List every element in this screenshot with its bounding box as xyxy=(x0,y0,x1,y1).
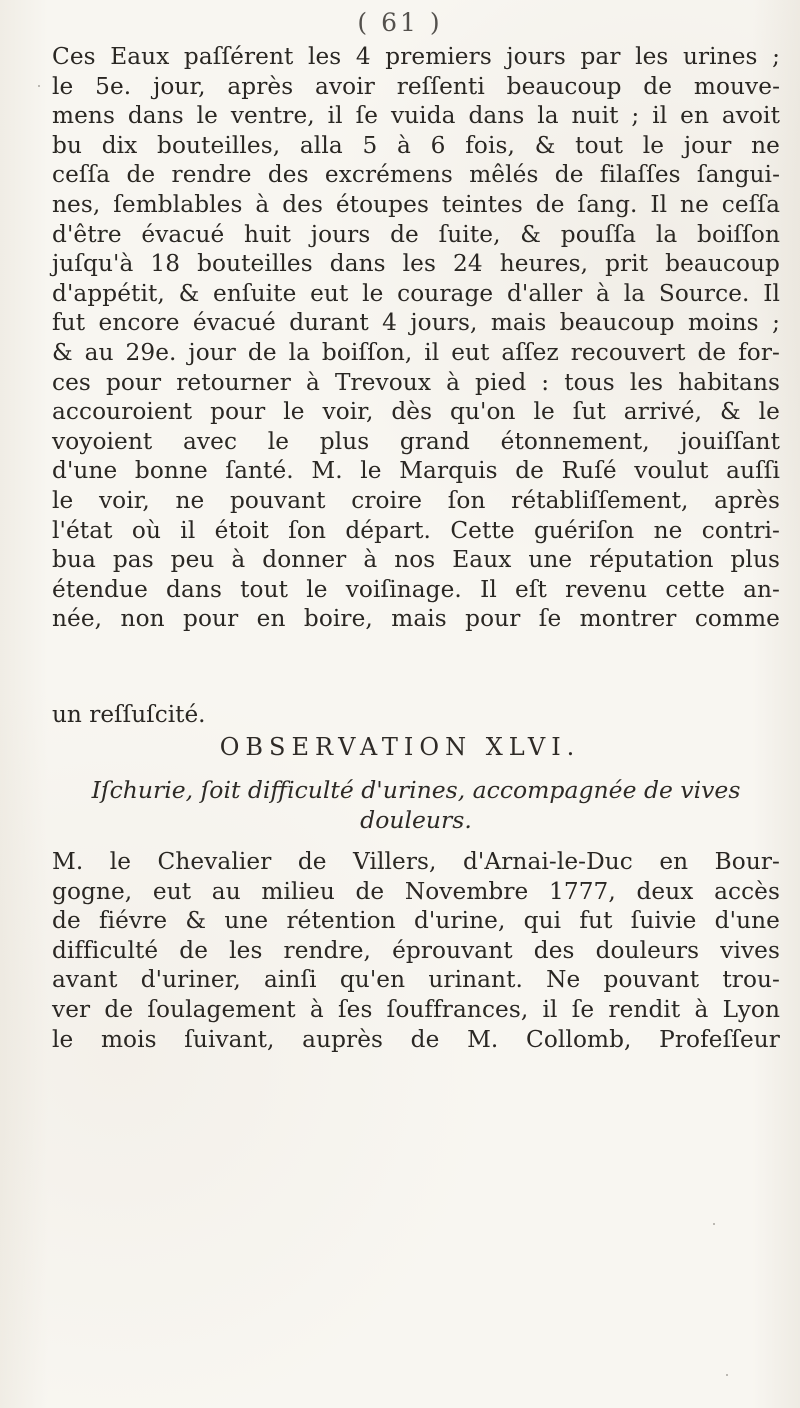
paragraph-line: d'appétit, & enſuite eut le courage d'aller à la Source. Il xyxy=(52,279,780,307)
paragraph-line: mens dans le ventre, il ſe vuida dans la nuit ; il en avoit xyxy=(52,102,780,130)
paragraph-line: gogne, eut au milieu de Novembre 1777, deux accès xyxy=(52,877,780,905)
paragraph-line: fut encore évacué durant 4 jours, mais beaucoup moins ; xyxy=(52,309,780,337)
paragraph-line: née, non pour en boire, mais pour ſe montrer comme xyxy=(52,605,780,633)
first-paragraph xyxy=(52,42,780,634)
paragraph-line: bu dix bouteilles, alla 5 à 6 fois, & tout le jour ne xyxy=(52,131,780,159)
paragraph-line: bua pas peu à donner à nos Eaux une réputation plus xyxy=(52,546,780,574)
paragraph-line: ces pour retourner à Trevoux à pied : tous les habitans xyxy=(52,368,780,396)
observation-heading: OBSERVATION XLVI. xyxy=(219,733,581,761)
paragraph-line: accouroient pour le voir, dès qu'on le ſut arrivé, & le xyxy=(52,398,780,426)
paragraph-line: d'être évacué huit jours de ſuite, & pouſſa la boiſſon xyxy=(52,220,780,248)
paragraph-line: avant d'uriner, ainſi qu'en urinant. Ne pouvant trou- xyxy=(52,966,780,994)
paragraph-line: le 5e. jour, après avoir reſſenti beaucoup de mouve- xyxy=(52,72,780,100)
paragraph-line: de fiévre & une rétention d'urine, qui fut ſuivie d'une xyxy=(52,907,780,935)
paragraph-line: ver de ſoulagement à ſes ſouffrances, il ſe rendit à Lyon xyxy=(52,995,780,1023)
paragraph-line: juſqu'à 18 bouteilles dans les 24 heures, prit beaucoup xyxy=(52,250,780,278)
ink-speck xyxy=(726,1374,728,1376)
paragraph-line: difficulté de les rendre, éprouvant des douleurs vives xyxy=(52,936,780,964)
paragraph-line: & au 29e. jour de la boiſſon, il eut aſſez recouvert de for- xyxy=(52,338,780,366)
paragraph-line: l'état où il étoit ſon départ. Cette guériſon ne contri- xyxy=(52,516,780,544)
second-paragraph xyxy=(52,847,780,1054)
page-number: ( 61 ) xyxy=(357,8,443,37)
paragraph-line: M. le Chevalier de Villers, d'Arnai-le-Duc en Bour- xyxy=(52,848,780,875)
paragraph-line: ceſſa de rendre des excrémens mêlés de filaſſes ſangui- xyxy=(52,161,780,189)
paragraph-line: Ces Eaux paſſérent les 4 premiers jours par les urines ; xyxy=(52,43,780,70)
case-title-line: douleurs. xyxy=(360,806,472,834)
ink-speck xyxy=(38,85,40,87)
paragraph-line: le mois ſuivant, auprès de M. Collomb, Profeſſeur xyxy=(52,1025,780,1053)
case-title xyxy=(52,775,780,835)
paragraph-line: étendue dans tout le voiſinage. Il eſt revenu cette an- xyxy=(52,575,780,603)
paragraph-line: nes, ſemblables à des étoupes teintes de ſang. Il ne ceſſa xyxy=(52,190,780,218)
ink-speck xyxy=(713,1223,715,1225)
paragraph-line: le voir, ne pouvant croire ſon rétabliſſement, après xyxy=(52,486,780,514)
paragraph-last-line: un reſſuſcité. xyxy=(52,701,206,728)
case-title-line: Iſchurie, ſoit difficulté d'urines, accompagnée de vives xyxy=(91,776,741,804)
paragraph-line: d'une bonne ſanté. M. le Marquis de Ruſé voulut auſſi xyxy=(52,457,780,485)
paragraph-line: voyoient avec le plus grand étonnement, jouiſſant xyxy=(52,427,780,455)
